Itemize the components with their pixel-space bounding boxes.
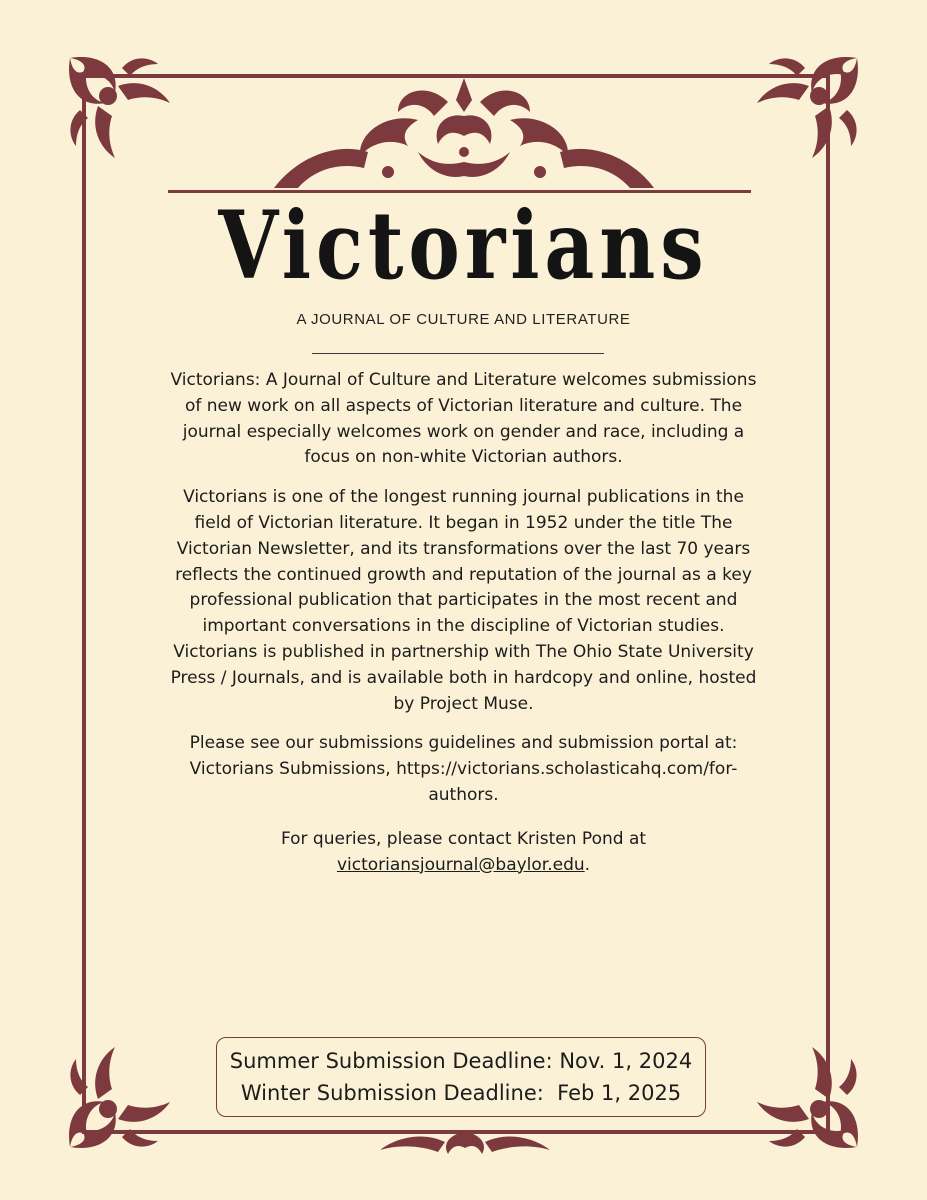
corner-ornament-top-left [60,48,180,168]
corner-ornament-bottom-right [747,1037,867,1157]
intro-paragraph: Victorians: A Journal of Culture and Literature welcomes submissions of new work on all aspects of Victorian literature and culture. The journal especially welcomes work on gender and race, including a focus on non-white Victorian authors. [170,370,757,468]
subtitle-divider-rule [312,353,604,354]
contact-end: . [584,854,591,875]
contact-text: For queries, please contact Kristen Pond at [280,828,647,849]
contact-paragraph [168,827,759,879]
bottom-flourish-ornament [370,1128,560,1160]
journal-title: Victorians [218,191,709,301]
body-text [168,368,759,892]
submissions-paragraph: Please see our submissions guidelines and submission portal at: Victorians Submissions, https://victorians.scholasticahq.com/for-authors. [189,733,738,805]
corner-ornament-bottom-left [60,1037,180,1157]
contact-email-link[interactable]: victoriansjournal@baylor.edu [336,854,585,875]
journal-subtitle: A JOURNAL OF CULTURE AND LITERATURE [296,311,631,328]
winter-deadline: Winter Submission Deadline: Feb 1, 2025 [240,1081,682,1105]
crest-ornament [268,72,660,192]
deadline-box [216,1037,706,1117]
summer-deadline: Summer Submission Deadline: Nov. 1, 2024 [229,1049,693,1073]
history-paragraph: Victorians is one of the longest running journal publications in the field of Victorian literature. It began in 1952 under the title The Victorian Newsletter, and its transformations over the last 70 years reflects the continued growth and reputation of the journal as a key professional publication that participates in the most recent and important conversations in the discipline of Victorian studies. Victorians is published in partnership with The Ohio State University Press / Journals, and is available both in hardcopy and online, hosted by Project Muse. [170,487,757,714]
corner-ornament-top-right [747,48,867,168]
